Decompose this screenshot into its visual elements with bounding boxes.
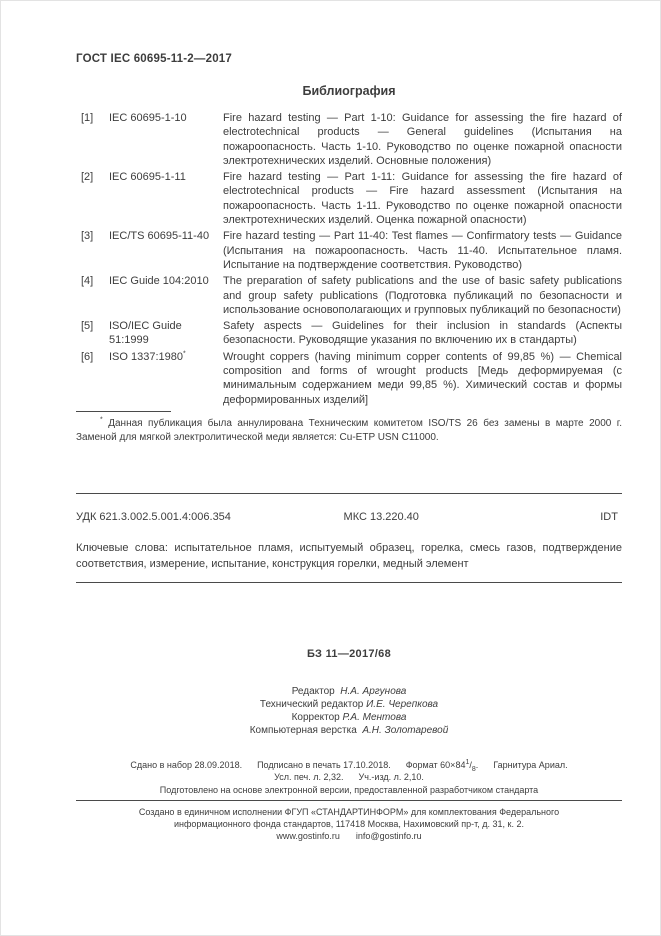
- credit-role: Компьютерная верстка: [249, 724, 357, 736]
- publication-sheets: Уч.-изд. л. 2,10.: [358, 772, 424, 783]
- credit-name: Н.А. Аргунова: [340, 685, 407, 697]
- format-suffix: .: [475, 759, 479, 770]
- entry-reference: IEC 60695-1-11: [109, 171, 186, 184]
- entry-reference: ISO/IEC Guide 51:1999: [109, 320, 182, 347]
- print-line: [76, 759, 622, 771]
- bibliography-entry: [76, 170, 622, 227]
- entry-number: [4]: [81, 275, 94, 288]
- classification-row: [76, 511, 622, 523]
- entry-reference: IEC/TS 60695-11-40: [109, 230, 210, 243]
- typeset-date: Сдано в набор 28.09.2018.: [130, 759, 243, 770]
- print-line: [76, 771, 622, 783]
- credit-line: [76, 711, 622, 724]
- bibliography-entry: [76, 229, 622, 272]
- standard-designation: ГОСТ IEC 60695-11-2—2017: [76, 53, 232, 65]
- conditional-sheets: Усл. печ. л. 2,32.: [274, 772, 344, 783]
- bibliography-entry: [76, 350, 622, 407]
- entry-number: [5]: [81, 320, 94, 333]
- entry-reference-text: ISO 1337:1980: [109, 350, 184, 363]
- typeface-note: Гарнитура Ариал.: [493, 759, 568, 770]
- format-numerator: 1: [465, 758, 470, 766]
- credit-role: Редактор: [291, 685, 335, 697]
- entry-description: Fire hazard testing — Part 1-10: Guidance for assessing the fire hazard of electrotechnical products — General guidelines (Испытания на пожароопасность. Часть 1-10. Руководство по оценке пожарной опасности электротехнических изделий. Основные положения): [223, 112, 622, 167]
- paper-format: [406, 759, 479, 771]
- print-date: Подписано в печать 17.10.2018.: [257, 759, 391, 770]
- entry-description: The preparation of safety publications and the use of basic safety publications and group safety publications (Подготовка публикаций по безопасности и использование основополагающих и групповых публикаций по безопасности): [223, 275, 622, 316]
- entry-description: Safety aspects — Guidelines for their inclusion in standards (Аспекты безопасности. Руководящие указания по включению их в стандарты): [223, 320, 622, 347]
- page-title: Библиография: [302, 84, 396, 98]
- prepared-note: Подготовлено на основе электронной версии, предоставленной разработчиком стандарта: [159, 784, 539, 795]
- entry-number: [1]: [81, 112, 94, 124]
- credit-name: И.Е. Черепкова: [366, 698, 439, 710]
- idt-mark: IDT: [600, 510, 618, 523]
- format-denominator: 8: [471, 765, 476, 773]
- footnote: [76, 417, 622, 445]
- publisher-line: Создано в единичном исполнении ФГУП «СТАНДАРТИНФОРМ» для комплектования Федерального: [138, 806, 560, 817]
- publisher-contacts: [76, 830, 622, 842]
- entry-reference: [109, 350, 223, 407]
- credit-line: [76, 698, 622, 711]
- bibliography-entry: [76, 274, 622, 317]
- divider: [76, 493, 622, 494]
- entry-reference: IEC Guide 104:2010: [109, 275, 209, 288]
- footnote-separator: [76, 411, 171, 412]
- mks-code: МКС 13.220.40: [343, 510, 419, 523]
- bibliography-entry: [76, 319, 622, 348]
- bibliography-list: [76, 111, 622, 407]
- entry-number: [3]: [81, 230, 94, 243]
- bibliography-entry: [76, 111, 622, 168]
- divider: [76, 800, 622, 801]
- footnote-marker: *: [183, 350, 186, 358]
- format-slash: /: [469, 759, 472, 770]
- footnote-marker: *: [100, 416, 103, 424]
- udk-code: УДК 621.3.002.5.001.4:006.354: [76, 510, 231, 523]
- keywords-label: Ключевые слова:: [76, 541, 175, 554]
- divider: [76, 582, 622, 583]
- credits-block: [76, 685, 622, 737]
- bz-code: БЗ 11—2017/68: [307, 647, 391, 660]
- entry-description: Wrought coppers (having minimum copper contents of 99,85 %) — Chemical composition and forms of wrought products [Медь деформируемая (с минимальным содержанием меди 99,85 %). Химический состав и формы деформированных изделий]: [223, 350, 622, 406]
- entry-number: [6]: [81, 350, 94, 363]
- credit-line: [76, 724, 622, 737]
- keywords-text: испытательное пламя, испытуемый образец, горелка, смесь газов, подтверждение соответствия, измерение, испытание, конструкция горелки, медный элемент: [76, 541, 622, 571]
- publisher-website: www.gostinfo.ru: [276, 830, 340, 841]
- entry-description: Fire hazard testing — Part 1-11: Guidance for assessing the fire hazard of electrotechnical products — Fire hazard assessment (Испытания на пожароопасность. Часть 1-11. Руководство по оценке пожарной опасности электротехнических изделий. Оценка пожарной опасности): [223, 171, 622, 227]
- footnote-text: Данная публикация была аннулирована Техническим комитетом ISO/TS 26 без замены в марте 2000 г. Заменой для мягкой электролитической меди является: Cu-ETP USN C11000.: [76, 417, 623, 443]
- entry-reference: IEC 60695-1-10: [109, 112, 187, 124]
- entry-description: Fire hazard testing — Part 11-40: Test flames — Confirmatory tests — Guidance (Испытания на пожароопасность. Часть 11-40. Испытательное пламя. Испытание на подтверждение соответствия. Руководство): [223, 230, 622, 271]
- publisher-address: информационного фонда стандартов, 117418 Москва, Нахимовский пр-т, д. 31, к. 2.: [173, 818, 525, 829]
- credit-line: [76, 685, 622, 698]
- format-prefix: Формат 60×84: [405, 759, 466, 770]
- credit-role: Технический редактор: [259, 698, 364, 710]
- credit-role: Корректор: [291, 711, 340, 723]
- keywords-paragraph: [76, 540, 622, 573]
- publisher-email: info@gostinfo.ru: [355, 830, 422, 841]
- print-info-block: [76, 759, 622, 796]
- credit-name: Р.А. Ментова: [342, 711, 407, 723]
- credit-name: А.Н. Золотаревой: [362, 724, 449, 736]
- entry-number: [2]: [81, 171, 94, 184]
- publisher-block: [76, 806, 622, 842]
